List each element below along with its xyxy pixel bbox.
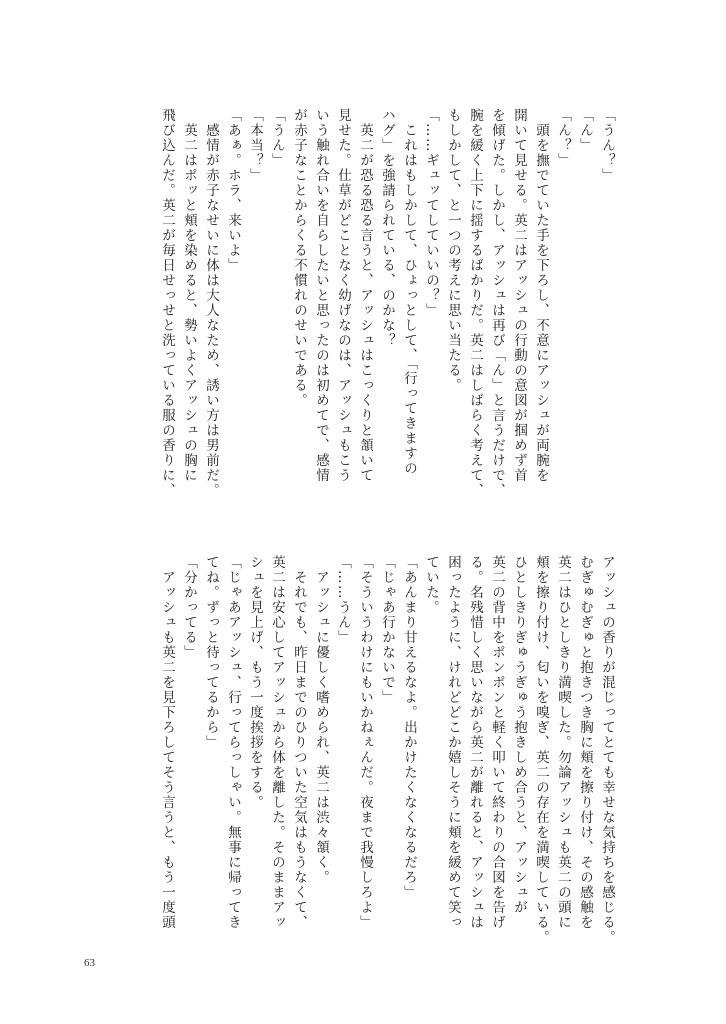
text-line: これはもしかして、ひょっとして、「行ってきますの: [401, 108, 417, 477]
lower-text-column: [156, 555, 618, 955]
text-line: 英二が恐る恐る言うと、アッシュはこっくりと頷いて: [357, 108, 373, 483]
text-line: 「じゃあ行かないで」: [379, 555, 395, 705]
text-line: 頬を擦り付け、匂いを嗅ぎ、英二の存在を満喫している。: [533, 555, 549, 945]
text-line: もしかして、と一つの考えに思い当たる。: [445, 108, 461, 393]
text-line: 「……うん」: [335, 555, 351, 645]
text-line: 英二はひとしきり満喫した。勿論アッシュも英二の頭に: [555, 555, 571, 930]
upper-text-column: [156, 108, 618, 508]
text-line: る。名残惜しく思いながら英二が離れると、アッシュは: [467, 555, 483, 930]
text-line: 困ったように、けれどどこか嬉しそうに頬を緩めて笑っ: [445, 555, 461, 930]
text-line: それでも、昨日までのひりついた空気はもうなくて、: [291, 555, 307, 930]
text-line: 「うん」: [269, 108, 285, 168]
text-line: 感情が赤子なせいに体は大人なため、誘い方は男前だ。: [203, 108, 219, 498]
text-line: 英二は安心してアッシュから体を離した。そのままアッ: [269, 555, 285, 930]
text-line: アッシュの香りが混じってとても幸せな気持ちを感じる。: [599, 555, 615, 945]
text-line: 「ん」: [577, 108, 593, 153]
text-line: ひとしきりぎゅうぎゅう抱きしめ合うと、アッシュが: [511, 555, 527, 915]
text-line: 「分かってる」: [181, 555, 197, 660]
text-line: ていた。: [423, 555, 439, 615]
page-number: 63: [84, 957, 95, 969]
text-line: 「本当？」: [247, 108, 263, 183]
text-line: ハグ」を強請られている、のかな？: [379, 108, 395, 348]
text-line: 「じゃあアッシュ、行ってらっしゃい。無事に帰ってき: [225, 555, 241, 930]
text-line: を傾げた。しかし、アッシュは再び「ん」と言うだけで、: [489, 108, 505, 498]
text-line: アッシュに優しく嗜められ、英二は渋々頷く。: [313, 555, 329, 885]
text-line: 腕を緩く上下に揺するばかりだ。英二はしばらく考えて、: [467, 108, 483, 498]
text-line: 「あんまり甘えるなよ。出かけたくなくなるだろ」: [401, 555, 417, 900]
text-line: 「そういうわけにもいかねぇんだ。夜まで我慢しろよ」: [357, 555, 373, 930]
text-line: いう触れ合いを自らしたいと思ったのは初めてで、感情: [313, 108, 329, 483]
text-line: が赤子なことからくる不慣れのせいである。: [291, 108, 307, 408]
text-line: 「うん？」: [599, 108, 615, 183]
text-line: てね。ずっと待ってるから」: [203, 555, 219, 750]
text-line: 見せた。仕草がどことなく幼げなのは、アッシュもこう: [335, 108, 351, 483]
text-line: むぎゅむぎゅと抱きつき胸に頬を擦り付け、その感触を: [577, 555, 593, 930]
text-line: 開いて見せる。英二はアッシュの行動の意図が掴めず首: [511, 108, 527, 483]
text-line: シュを見上げ、もう一度挨拶をする。: [247, 555, 263, 810]
text-line: 飛び込んだ。英二が毎日せっせと洗っている服の香りに、: [159, 108, 175, 498]
text-line: 「あぁ。ホラ、来いよ」: [225, 108, 241, 273]
text-line: 「ん？」: [555, 108, 571, 168]
text-line: 英二の背中をポンポンと軽く叩いて終わりの合図を告げ: [489, 555, 505, 930]
text-line: 「……ギュッてしていいの？」: [423, 108, 439, 318]
text-line: 英二はポッと頬を染めると、勢いよくアッシュの胸に: [181, 108, 197, 483]
text-line: 頭を撫でていた手を下ろし、不意にアッシュが両腕を: [533, 108, 549, 483]
text-line: アッシュも英二を見下ろしてそう言うと、もう一度頭: [159, 555, 175, 930]
